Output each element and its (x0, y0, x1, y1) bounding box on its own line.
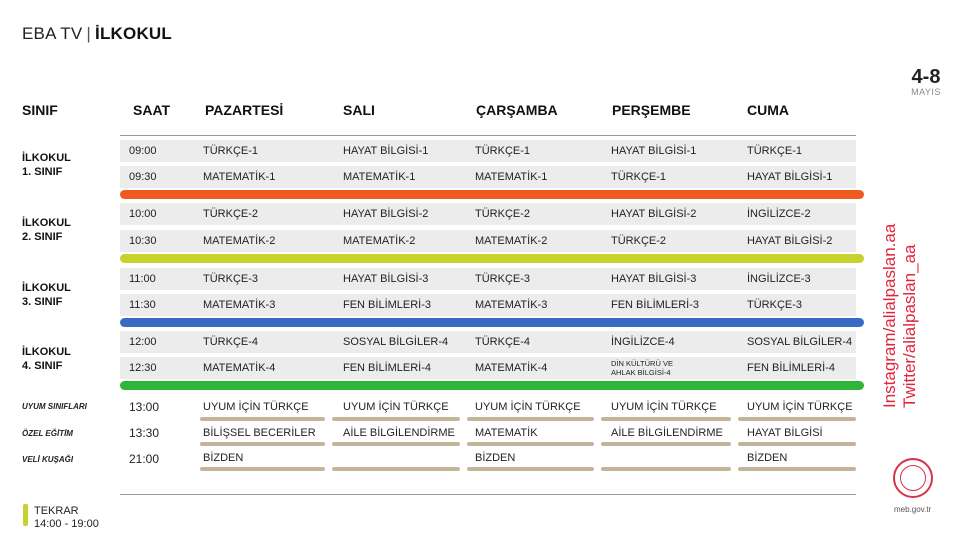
date-range: 4-8 (911, 66, 941, 88)
time-cell: 09:30 (129, 171, 157, 183)
lesson-cell: HAYAT BİLGİSİ-1 (747, 171, 833, 183)
col-header-friday: CUMA (747, 102, 789, 118)
lesson-cell: TÜRKÇE-1 (611, 171, 667, 183)
lesson-cell: MATEMATİK-4 (475, 362, 548, 374)
col-header-sinif: SINIF (22, 102, 58, 118)
lesson-cell: MATEMATİK-4 (203, 362, 276, 374)
title-separator: | (86, 24, 92, 43)
group-label-line: İLKOKUL (22, 346, 71, 358)
lesson-cell: TÜRKÇE-3 (747, 299, 803, 311)
group-label-line: İLKOKUL (22, 217, 71, 229)
lesson-cell: HAYAT BİLGİSİ-1 (611, 145, 697, 157)
time-cell: 11:30 (129, 299, 156, 311)
lesson-cell: TÜRKÇE-2 (203, 208, 259, 220)
lesson-cell: TÜRKÇE-4 (475, 336, 531, 348)
lesson-cell: UYUM İÇİN TÜRKÇE (475, 401, 581, 413)
lesson-cell: UYUM İÇİN TÜRKÇE (343, 401, 449, 413)
group-label-1 (22, 151, 71, 179)
lesson-cell: İNGİLİZCE-2 (747, 208, 811, 220)
group-band-4 (120, 381, 864, 390)
time-cell: 11:00 (129, 273, 156, 285)
lesson-cell: MATEMATİK-1 (475, 171, 548, 183)
cell-underline (332, 442, 460, 446)
lesson-cell-line: DİN KÜLTÜRÜ VE (611, 359, 673, 368)
extra-row-label: VELİ KUŞAĞI (22, 455, 74, 464)
group-label-line: İLKOKUL (22, 282, 71, 294)
lesson-cell: UYUM İÇİN TÜRKÇE (203, 401, 309, 413)
table-row (120, 230, 856, 252)
cell-underline (601, 417, 731, 421)
watermark-instagram: Instagram/alialpaslan.aa (880, 223, 899, 408)
extra-row-label: UYUM SINIFLARI (22, 402, 87, 411)
lesson-cell: HAYAT BİLGİSİ-2 (343, 208, 429, 220)
cell-underline (467, 417, 594, 421)
group-label-2 (22, 216, 71, 244)
cell-underline (332, 467, 460, 471)
cell-underline (738, 467, 856, 471)
time-cell: 10:00 (129, 208, 157, 220)
col-header-tuesday: SALI (343, 102, 375, 118)
time-cell: 21:00 (129, 452, 160, 466)
lesson-cell: MATEMATİK-3 (475, 299, 548, 311)
lesson-cell: HAYAT BİLGİSİ-2 (611, 208, 697, 220)
lesson-cell: MATEMATİK-1 (203, 171, 276, 183)
table-row (120, 166, 856, 188)
group-band-2 (120, 254, 864, 263)
cell-underline (200, 417, 325, 421)
time-cell: 12:00 (129, 336, 157, 348)
time-cell: 09:00 (129, 145, 157, 157)
lesson-cell: BİZDEN (203, 452, 244, 464)
lesson-cell: HAYAT BİLGİSİ-1 (343, 145, 429, 157)
lesson-cell: FEN BİLİMLERİ-4 (747, 362, 836, 374)
lesson-cell: TÜRKÇE-3 (475, 273, 531, 285)
table-row (120, 357, 856, 379)
repeat-label: TEKRAR (34, 505, 79, 517)
table-row (120, 294, 856, 316)
seal-inner-ring (900, 465, 926, 491)
extra-row-label: ÖZEL EĞİTİM (22, 429, 73, 438)
repeat-marker (23, 504, 28, 526)
lesson-cell-line: AHLAK BİLGİSİ-4 (611, 368, 671, 377)
footer-divider (120, 494, 856, 495)
col-header-wednesday: ÇARŞAMBA (476, 102, 558, 118)
watermark-twitter: Twitter/alialpaslan_aa (900, 244, 919, 408)
repeat-time: 14:00 - 19:00 (34, 518, 99, 530)
cell-underline (738, 442, 856, 446)
lesson-cell: TÜRKÇE-2 (611, 235, 667, 247)
lesson-cell: SOSYAL BİLGİLER-4 (343, 336, 449, 348)
brand-name: EBA TV (22, 24, 83, 43)
group-label-line: İLKOKUL (22, 152, 71, 164)
group-band-1 (120, 190, 864, 199)
table-row (120, 140, 856, 162)
lesson-cell: BİLİŞSEL BECERİLER (203, 427, 316, 439)
lesson-cell: HAYAT BİLGİSİ (747, 427, 823, 439)
group-label-line: 1. SINIF (22, 166, 63, 178)
cell-underline (200, 442, 325, 446)
table-row (120, 268, 856, 290)
group-label-line: 2. SINIF (22, 231, 63, 243)
lesson-cell: SOSYAL BİLGİLER-4 (747, 336, 853, 348)
table-row (120, 203, 856, 225)
cell-underline (601, 442, 731, 446)
month-label: MAYIS (911, 87, 941, 97)
header-divider (120, 135, 856, 136)
lesson-cell: FEN BİLİMLERİ-3 (343, 299, 432, 311)
ministry-seal-icon (893, 458, 933, 498)
lesson-cell: TÜRKÇE-4 (203, 336, 259, 348)
lesson-cell: İNGİLİZCE-3 (747, 273, 811, 285)
col-header-thursday: PERŞEMBE (612, 102, 691, 118)
lesson-cell: MATEMATİK-2 (203, 235, 276, 247)
time-cell: 13:30 (129, 426, 160, 440)
col-header-saat: SAAT (133, 102, 171, 118)
group-band-3 (120, 318, 864, 327)
lesson-cell (611, 359, 673, 377)
lesson-cell: BİZDEN (475, 452, 516, 464)
lesson-cell: BİZDEN (747, 452, 788, 464)
lesson-cell: AİLE BİLGİLENDİRME (611, 427, 723, 439)
lesson-cell: MATEMATİK-2 (343, 235, 416, 247)
lesson-cell: TÜRKÇE-1 (747, 145, 803, 157)
cell-underline (601, 467, 731, 471)
lesson-cell: MATEMATİK-2 (475, 235, 548, 247)
lesson-cell: HAYAT BİLGİSİ-3 (343, 273, 429, 285)
lesson-cell: UYUM İÇİN TÜRKÇE (747, 401, 853, 413)
cell-underline (467, 442, 594, 446)
cell-underline (332, 417, 460, 421)
lesson-cell: İNGİLİZCE-4 (611, 336, 675, 348)
group-label-3 (22, 281, 71, 309)
lesson-cell: MATEMATİK-1 (343, 171, 416, 183)
lesson-cell: UYUM İÇİN TÜRKÇE (611, 401, 717, 413)
lesson-cell: FEN BİLİMLERİ-3 (611, 299, 700, 311)
time-cell: 13:00 (129, 400, 160, 414)
lesson-cell: TÜRKÇE-1 (475, 145, 531, 157)
page-title (22, 24, 172, 44)
lesson-cell: FEN BİLİMLERİ-4 (343, 362, 432, 374)
watermark (880, 160, 920, 410)
table-row (120, 331, 856, 353)
lesson-cell: MATEMATİK-3 (203, 299, 276, 311)
lesson-cell: MATEMATİK (475, 427, 538, 439)
site-url: meb.gov.tr (894, 505, 932, 514)
cell-underline (200, 467, 325, 471)
lesson-cell: TÜRKÇE-3 (203, 273, 259, 285)
group-label-line: 4. SINIF (22, 360, 63, 372)
time-cell: 10:30 (129, 235, 157, 247)
school-level: İLKOKUL (95, 24, 172, 43)
lesson-cell: HAYAT BİLGİSİ-2 (747, 235, 833, 247)
group-label-line: 3. SINIF (22, 296, 63, 308)
cell-underline (738, 417, 856, 421)
cell-underline (467, 467, 594, 471)
lesson-cell: AİLE BİLGİLENDİRME (343, 427, 455, 439)
group-label-4 (22, 345, 71, 373)
col-header-monday: PAZARTESİ (205, 102, 284, 118)
date-badge (900, 66, 952, 97)
lesson-cell: HAYAT BİLGİSİ-3 (611, 273, 697, 285)
lesson-cell: TÜRKÇE-1 (203, 145, 259, 157)
lesson-cell: TÜRKÇE-2 (475, 208, 531, 220)
time-cell: 12:30 (129, 362, 157, 374)
